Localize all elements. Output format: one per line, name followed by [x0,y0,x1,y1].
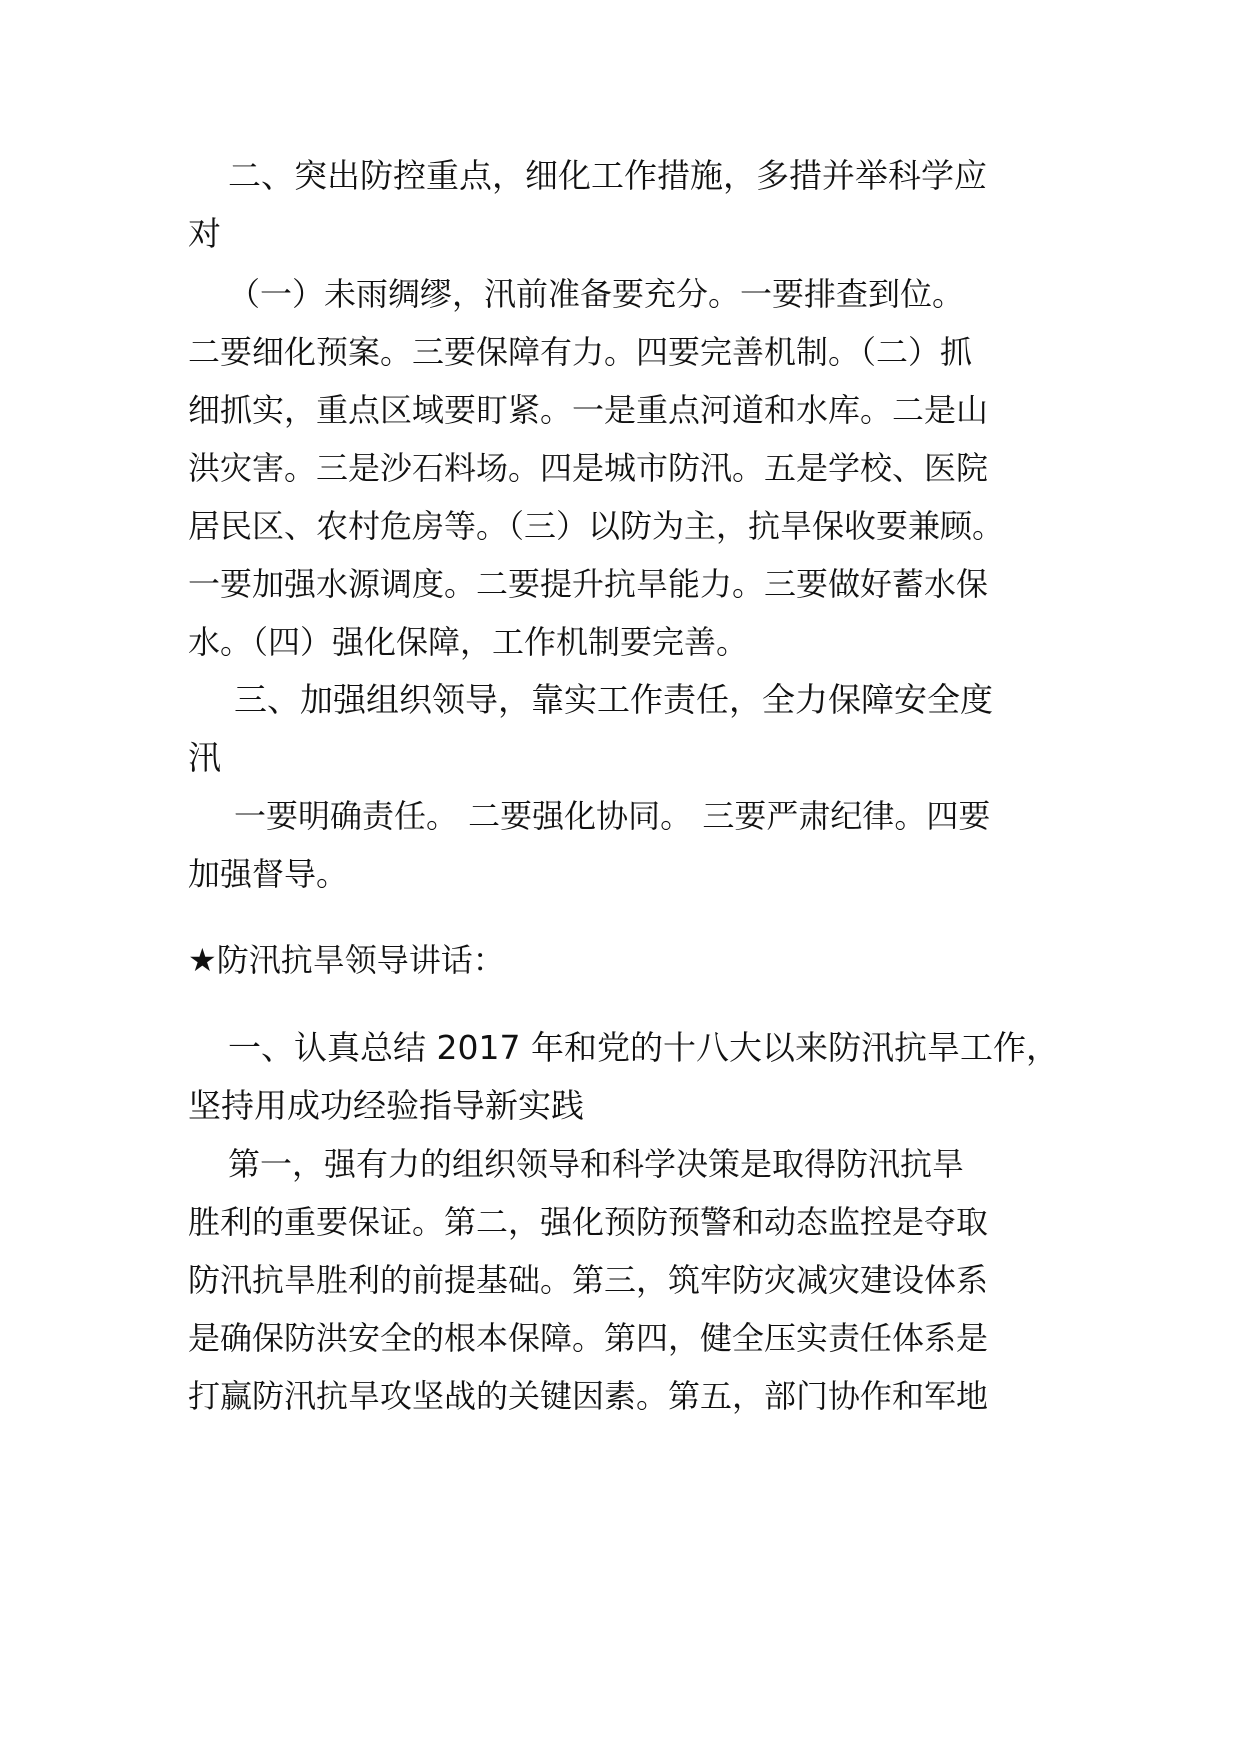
section2-body-line: 二要细化预案。三要保障有力。四要完善机制。（二）抓 [188,333,973,371]
speech-header: ★防汛抗旱领导讲话： [188,941,505,979]
part1-body-line: 第一，强有力的组织领导和科学决策是取得防汛抗旱 [228,1145,965,1183]
section3-body-line: 加强督导。 [188,855,349,893]
section3-body-line: 一要明确责任。 二要强化协同。 三要严肃纪律。四要 [234,797,991,835]
section2-body-line: （一）未雨绸缪，汛前准备要充分。一要排查到位。 [228,275,965,313]
section2-body-line: 一要加强水源调度。二要提升抗旱能力。三要做好蓄水保 [188,565,989,603]
section2-body-line: 细抓实，重点区域要盯紧。一是重点河道和水库。二是山 [188,391,989,429]
section2-body-line: 水。（四）强化保障，工作机制要完善。 [188,623,749,661]
section2-title-line1: 二、突出防控重点，细化工作措施，多措并举科学应 [228,156,987,195]
part1-body-line: 打赢防汛抗旱攻坚战的关键因素。第五，部门协作和军地 [188,1377,989,1415]
part1-body-line: 防汛抗旱胜利的前提基础。第三，筑牢防灾减灾建设体系 [188,1261,989,1299]
section3-title-line1: 三、加强组织领导，靠实工作责任，全力保障安全度 [234,680,993,719]
part1-title-line1: 一、认真总结 2017 年和党的十八大以来防汛抗旱工作， [228,1028,1059,1067]
section2-body-line: 居民区、农村危房等。（三）以防为主，抗旱保收要兼顾。 [188,507,1005,545]
section2-body-line: 洪灾害。三是沙石料场。四是城市防汛。五是学校、医院 [188,449,989,487]
section2-title-line2: 对 [188,214,221,253]
part1-title-line2: 坚持用成功经验指导新实践 [188,1086,584,1125]
section3-title-line2: 汛 [188,738,221,777]
part1-body-line: 是确保防洪安全的根本保障。第四，健全压实责任体系是 [188,1319,989,1357]
part1-body-line: 胜利的重要保证。第二，强化预防预警和动态监控是夺取 [188,1203,989,1241]
